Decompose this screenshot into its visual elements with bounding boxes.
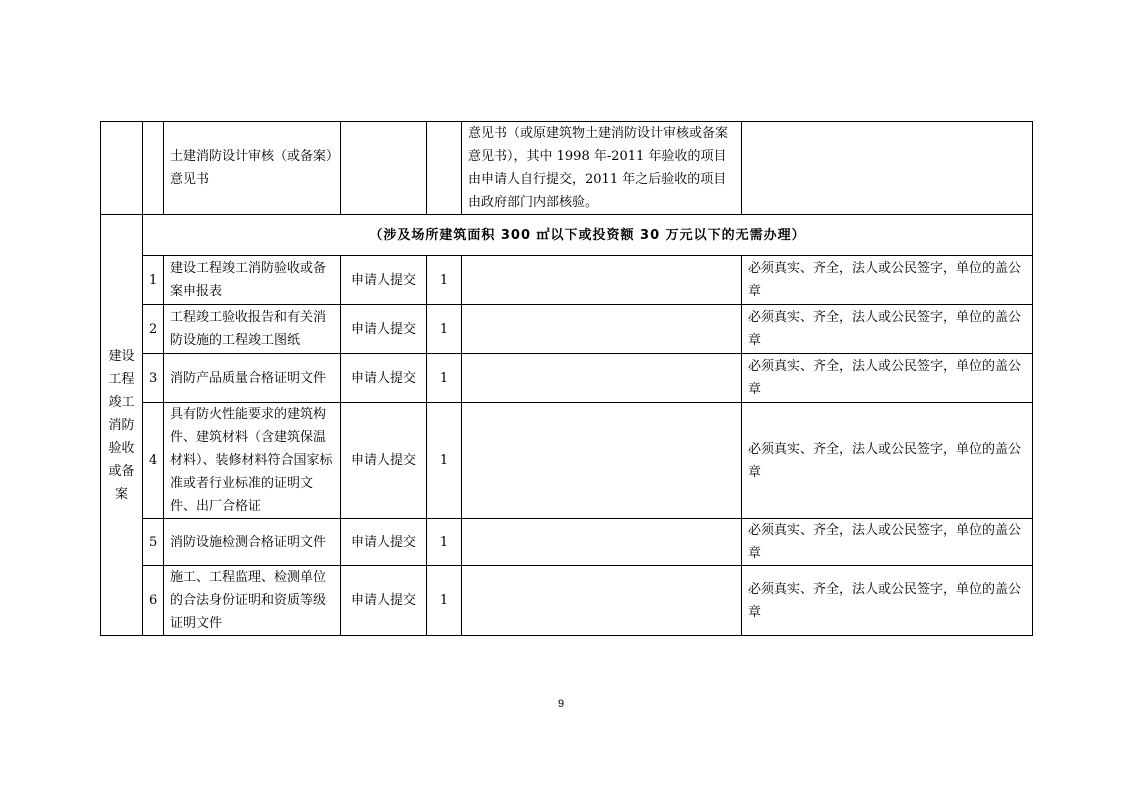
requirement-cell: 必须真实、齐全，法人或公民签字，单位的盖公章 — [742, 305, 1033, 354]
remark-cell — [462, 403, 742, 519]
table-row — [101, 566, 1033, 636]
table-row — [101, 403, 1033, 519]
source-cell: 申请人提交 — [341, 354, 427, 403]
table-row — [101, 354, 1033, 403]
requirement-cell: 必须真实、齐全，法人或公民签字，单位的盖公章 — [742, 566, 1033, 636]
materials-table — [100, 121, 1033, 636]
source-cell-empty — [341, 122, 427, 215]
remark-cell — [462, 566, 742, 636]
source-cell: 申请人提交 — [341, 305, 427, 354]
material-cell: 施工、工程监理、检测单位的合法身份证明和资质等级证明文件 — [164, 566, 341, 636]
remark-cell: 意见书（或原建筑物土建消防设计审核或备案意见书），其中 1998 年-2011 年验收的项目由申请人自行提交，2011 年之后验收的项目由政府部门内部核验。 — [462, 122, 742, 215]
material-cell: 工程竣工验收报告和有关消防设施的工程竣工图纸 — [164, 305, 341, 354]
requirement-cell: 必须真实、齐全，法人或公民签字，单位的盖公章 — [742, 256, 1033, 305]
material-cell: 消防产品质量合格证明文件 — [164, 354, 341, 403]
remark-cell — [462, 305, 742, 354]
category-cell-empty — [101, 122, 143, 215]
index-cell: 3 — [143, 354, 164, 403]
requirement-cell-empty — [742, 122, 1033, 215]
table-row — [101, 305, 1033, 354]
copies-cell: 1 — [427, 519, 462, 566]
copies-cell: 1 — [427, 403, 462, 519]
source-cell: 申请人提交 — [341, 403, 427, 519]
remark-cell — [462, 354, 742, 403]
remark-cell — [462, 519, 742, 566]
requirement-cell: 必须真实、齐全，法人或公民签字，单位的盖公章 — [742, 519, 1033, 566]
source-cell: 申请人提交 — [341, 256, 427, 305]
remark-cell — [462, 256, 742, 305]
index-cell: 2 — [143, 305, 164, 354]
copies-cell: 1 — [427, 305, 462, 354]
index-cell: 5 — [143, 519, 164, 566]
material-cell: 具有防火性能要求的建筑构件、建筑材料（含建筑保温材料）、装修材料符合国家标准或者行业标准的证明文件、出厂合格证 — [164, 403, 341, 519]
page-number: 9 — [557, 698, 565, 710]
material-cell: 建设工程竣工消防验收或备案申报表 — [164, 256, 341, 305]
copies-cell-empty — [427, 122, 462, 215]
copies-cell: 1 — [427, 256, 462, 305]
copies-cell: 1 — [427, 354, 462, 403]
material-cell: 消防设施检测合格证明文件 — [164, 519, 341, 566]
index-cell: 1 — [143, 256, 164, 305]
index-cell-empty — [143, 122, 164, 215]
source-cell: 申请人提交 — [341, 519, 427, 566]
material-cell: 土建消防设计审核（或备案）意见书 — [164, 122, 341, 215]
table-row — [101, 519, 1033, 566]
section-banner: （涉及场所建筑面积 300 ㎡以下或投资额 30 万元以下的无需办理） — [143, 215, 1033, 256]
banner-row — [101, 215, 1033, 256]
requirement-cell: 必须真实、齐全，法人或公民签字，单位的盖公章 — [742, 403, 1033, 519]
table-row — [101, 256, 1033, 305]
index-cell: 4 — [143, 403, 164, 519]
category-cell: 建设工程竣工消防验收或备案 — [101, 215, 143, 636]
table-row-top — [101, 122, 1033, 215]
source-cell: 申请人提交 — [341, 566, 427, 636]
copies-cell: 1 — [427, 566, 462, 636]
requirement-cell: 必须真实、齐全，法人或公民签字，单位的盖公章 — [742, 354, 1033, 403]
index-cell: 6 — [143, 566, 164, 636]
